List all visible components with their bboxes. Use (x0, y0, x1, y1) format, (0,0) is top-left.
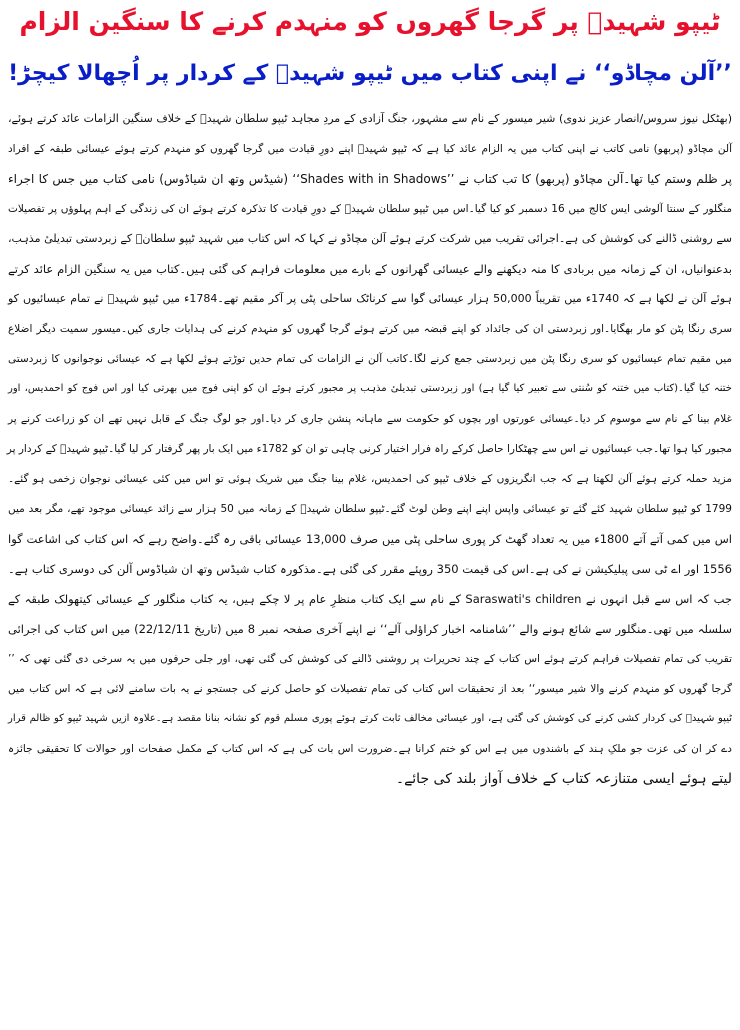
body-line: ہوئے آلن نے لکھا ہے کہ 1740ء میں تقریباً 50,000 ہزار عیسائی گوا سے کرناٹک ساحلی پٹی پر آکر مقیم تھے۔1784ء میں ٹیپو شہیدؒ نے تمام عیسائیوں کو (8, 292, 732, 305)
body-line: سری رنگا پٹن کو مار بھگایا۔اور زبردستی ان کی جائداد کو اپنے قبضہ میں کرتے ہوئے گرجا گھروں کو منہدم کرنے کی ہدایات جاری کیں۔میسور سمیت دیگر اضلاع (8, 323, 732, 335)
body-line: اس میں کمی آتے آتے 1800ء میں یہ تعداد گھٹ کر پوری ساحلی پٹی میں صرف 13,000 عیسائی باقی رہ گئے۔واضح رہے کہ اس کتاب کی اشاعت گوا (8, 532, 732, 546)
body-line: دے کر ان کی عزت جو ملکِ ہند کے باشندوں میں ہے اس کو ختم کرانا ہے۔ضرورت اس بات کی ہے کہ اس کتاب کے مکمل صفحات اور حوالات کا تحقیقی جائزہ (8, 743, 732, 755)
body-line: ختنہ کیا گیا۔(کتاب میں ختنہ کو سُنتی سے تعبیر کیا گیا ہے) اور زبردستی تبدیلیٔ مذہب پر مجبور کرتے ہوئے ان کو اپنی فوج میں بھرتی کیا اور اس فوج کو احمدیس، اور (8, 383, 732, 394)
body-line: مجبور کیا ہوا تھا۔جب عیسائیوں نے اس سے چھٹکارا حاصل کرکے راہ فرار اختیار کرنی چاہی تو ان کو 1782ء میں ایک بار پھر گرفتار کر لیا گیا۔ٹیپو شہیدؒ کے کردار پر (6, 443, 732, 455)
body-line: تقریب کی تمام تفصیلات فراہم کرتے ہوئے اس کتاب کے چند تحریرات پر روشنی ڈالنے کی کوشش کی گئی تھی، اور جلی حرفوں میں یہ سرخی دی گئی تھی کہ ’’ (8, 653, 732, 665)
body-line: آلن مچاڈو (پربھو) نامی کاتب نے اپنی کتاب میں یہ الزام عائد کیا ہے کہ ٹیپو شہیدؒ اپنے دورِ قیادت میں گرجا گھروں کو منہدم کرتے ہوئے عیسائی طبقہ کے افراد (8, 143, 732, 155)
body-line: سلسلہ میں تھی۔منگلور سے شائع ہونے والے ’’شامنامہ اخبار کراؤلی آلے‘‘ نے اپنے آخری صفحہ نمبر 8 میں (تاریخ 22/12/11) میں اس کتاب کی اجرائی (8, 622, 732, 636)
body-line: پر ظلم وستم کیا تھا۔آلن مچاڈو (پربھو) کا تب کتاب نے ’’Shades with in Shadows‘‘ (شیڈس وتھ ان شیاڈوس) نامی کتاب میں جس کا اجراء (8, 172, 733, 186)
body-line: (بھٹکل نیوز سروس/انصار عزیز ندوی) شیر میسور کے نام سے مشہور، جنگ آزادی کے مردِ مجاہد ٹیپو سلطان شہیدؒ کے خلاف سنگین الزامات عائد کرتے ہوئے، (8, 112, 732, 125)
body-line: منگلور کے سنتا آلوشی ایس کالج میں 16 دسمبر کو کیا گیا۔اس میں ٹیپو سلطان شہیدؒ کے دورِ قیادت کا تذکرہ کرتے ہوئے ان کی زندگی کے اہم پہلوؤں پر تفصیلات (8, 203, 732, 215)
body-line: ٹیپو شہیدؒ کی کردار کشی کرنے کی کوشش کی گئی ہے، اور عیسائی مخالف ثابت کرتے ہوئے پوری مسلم قوم کو نشانہ بنانا مقصد ہے۔علاوہ ازیں شہید ٹیپو کو ظالم قرار (8, 713, 732, 724)
article-body (6, 104, 734, 794)
body-line: لیتے ہوئے ایسی متنازعہ کتاب کے خلاف آواز بلند کی جائے۔ (395, 771, 732, 787)
subheadline: ’’آلن مچاڈو‘‘ نے اپنی کتاب میں ٹیپو شہیدؒ کے کردار پر اُچھالا کیچڑ! (8, 61, 732, 86)
body-line: مزید حملہ کرتے ہوئے آلن لکھتا ہے کہ جب انگریزوں کے خلاف ٹیپو کی احمدیس، غلام بینا جنگ میں شریک ہوئی تو اس میں کئی عیسائی نوجوان زخمی ہو گئے۔ (8, 473, 732, 485)
body-line: بدعنوانیاں، ان کے زمانہ میں بربادی کا منہ دیکھنے والے عیسائی گھرانوں کے بارے میں معلومات فراہم کی گئی ہیں۔کتاب میں یہ سنگین الزام عائد کرتے (8, 262, 732, 276)
body-line: جب کہ اس سے قبل انہوں نے Saraswati's children کے نام سے ایک کتاب منظرِ عام پر لا چکے ہیں، یہ کتاب منگلور کے عیسائی کیتھولک طبقہ کے (8, 592, 732, 606)
body-line: گرجا گھروں کو منہدم کرنے والا شیر میسور‘‘ بعد از تحقیقات اس کتاب کی تمام تفصیلات کو حاصل کرنے کی جستجو نے یہ بات سامنے لائی ہے کہ اس کتاب میں (8, 683, 732, 695)
body-line: میں مقیم تمام عیسائیوں کو سری رنگا پٹن میں زبردستی جمع کرنے لگا۔کاتب آلن نے الزامات کی تمام حدیں توڑتے ہوئے لکھا ہے کہ عیسائی نوجوانوں کا زبردستی (8, 353, 732, 365)
body-line: 1556 اور اے ٹی سی پبلیکیشن نے کی ہے۔اس کی قیمت 350 روپئے مقرر کی گئی ہے۔مذکورہ کتاب شیڈس وتھ ان شیاڈوس آلن کی دوسری کتاب ہے۔ (8, 562, 732, 576)
body-line: غلام بینا کے نام سے موسوم کر دیا۔عیسائی عورتوں اور بچوں کو حکومت سے ماہانہ پنشن جاری کر دیا۔اور جو لوگ جنگ کے قابل نہیں تھے ان کو زراعت کرنے پر (8, 413, 732, 425)
body-line: سے روشنی ڈالنے کی کوشش کی ہے۔اجرائی تقریب میں شرکت کرتے ہوئے آلن مچاڈو نے کہا کہ اس کتاب میں شہید ٹیپو سلطانؒ کے زبردستی تبدیلیٔ مذہب، (8, 232, 732, 245)
headline: ٹیپو شہیدؒ پر گرجا گھروں کو منہدم کرنے کا سنگین الزام (19, 7, 721, 36)
body-line: 1799 کو ٹیپو سلطان شہید کئے گئے تو عیسائی واپس اپنے اپنے وطن لوٹ گئے۔ٹیپو سلطان شہیدؒ کے زمانہ میں 50 ہزار سے زائد عیسائی موجود تھے، مگر بعد میں (8, 503, 732, 515)
